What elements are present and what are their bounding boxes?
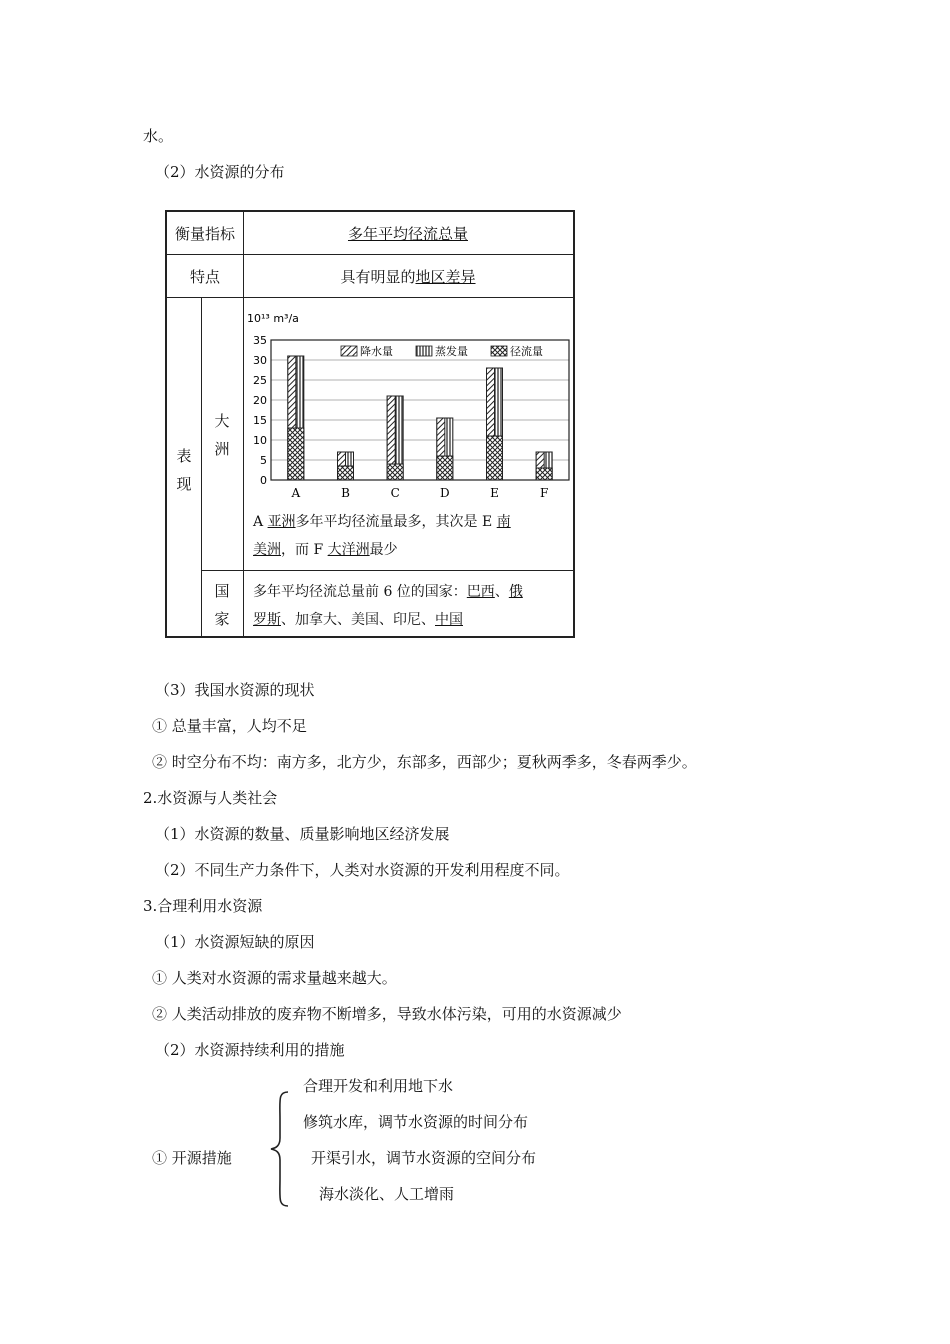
section-heading: 2.水资源与人类社会 [143, 789, 278, 807]
text-line: ② 时空分布不均：南方多，北方少，东部多，西部少；夏秋两季多，冬春两季少。 [152, 753, 697, 771]
note-text: 多年平均径流量最多，其次是 E [295, 514, 497, 530]
water-distribution-table [165, 210, 575, 638]
row2-value-underlined: 地区差异 [415, 268, 476, 286]
legend-swatch [416, 346, 432, 356]
continent-note [253, 508, 511, 564]
legend-swatch [341, 346, 357, 356]
y-unit-label: 10¹³ m³/a [247, 312, 299, 325]
measure-item: 修筑水库，调节水资源的时间分布 [303, 1113, 529, 1131]
section-heading: （3）我国水资源的现状 [155, 681, 315, 699]
legend-label: 降水量 [360, 345, 393, 358]
country-label-b: 家 [214, 610, 230, 628]
bar-runoff [387, 464, 403, 480]
note-underlined: 罗斯 [253, 612, 281, 628]
note-text: ，而 F [281, 542, 328, 558]
note-underlined: 大洋洲 [327, 542, 370, 558]
y-tick-label: 5 [260, 454, 267, 467]
continent-label-a: 大 [214, 412, 230, 430]
note-underlined: 美洲 [253, 542, 281, 558]
row3-label-b: 现 [176, 475, 192, 493]
text-line: （2）不同生产力条件下，人类对水资源的开发利用程度不同。 [155, 861, 570, 879]
y-tick-label: 15 [253, 414, 267, 427]
row2-value-pre: 具有明显的 [340, 268, 416, 286]
plot-frame [271, 340, 569, 480]
note-text: 、 [494, 584, 509, 600]
y-tick-label: 0 [260, 474, 267, 487]
x-tick-label: D [440, 486, 450, 500]
legend-swatch [491, 346, 507, 356]
x-tick-label: E [490, 486, 499, 500]
bar-runoff [338, 466, 354, 480]
curly-brace [268, 1090, 292, 1208]
note-text: 、加拿大、美国、印尼、 [281, 612, 435, 628]
note-underlined: 巴西 [466, 584, 495, 600]
bar-runoff [437, 456, 453, 480]
row2-label: 特点 [189, 268, 220, 286]
text-line: （2）水资源持续利用的措施 [155, 1041, 345, 1059]
section-heading: （2）水资源的分布 [155, 163, 285, 181]
text-line: ② 人类活动排放的废弃物不断增多，导致水体污染，可用的水资源减少 [152, 1005, 622, 1023]
text-line: （1）水资源短缺的原因 [155, 933, 315, 951]
y-tick-label: 25 [253, 374, 267, 387]
row3-label-a: 表 [176, 447, 192, 465]
measures-label: ① 开源措施 [152, 1149, 232, 1167]
legend-label: 蒸发量 [435, 345, 468, 358]
text-line: ① 人类对水资源的需求量越来越大。 [152, 969, 397, 987]
country-label-a: 国 [214, 582, 230, 600]
y-tick-label: 30 [253, 354, 267, 367]
bar-runoff [487, 436, 503, 480]
text-line: （1）水资源的数量、质量影响地区经济发展 [155, 825, 450, 843]
row1-value: 多年平均径流总量 [347, 225, 468, 243]
x-tick-label: C [390, 486, 400, 500]
note-underlined: 南 [496, 514, 511, 530]
country-note [253, 578, 523, 634]
row2-value [243, 267, 573, 287]
continent-label-b: 洲 [214, 440, 230, 458]
y-tick-label: 20 [253, 394, 267, 407]
row1-label: 衡量指标 [174, 225, 235, 243]
y-tick-label: 35 [253, 334, 267, 347]
text-line: 水。 [143, 127, 174, 145]
note-text: 多年平均径流总量前 6 位的国家： [253, 584, 467, 600]
x-tick-label: A [291, 486, 301, 500]
note-text: 最少 [369, 542, 398, 558]
note-underlined: 亚洲 [267, 514, 296, 530]
x-tick-label: B [341, 486, 350, 500]
y-tick-label: 10 [253, 434, 267, 447]
note-underlined: 俄 [508, 584, 523, 600]
bar-runoff [288, 428, 304, 480]
section-heading: 3.合理利用水资源 [143, 897, 263, 915]
legend-label: 径流量 [510, 345, 543, 358]
note-text: A [253, 514, 268, 530]
runoff-chart [245, 310, 571, 502]
note-underlined: 中国 [435, 612, 463, 628]
measure-item: 开渠引水，调节水资源的空间分布 [311, 1149, 537, 1167]
measure-item: 海水淡化、人工增雨 [319, 1185, 455, 1203]
x-tick-label: F [540, 486, 549, 500]
bar-runoff [536, 468, 552, 480]
measure-item: 合理开发和利用地下水 [303, 1077, 454, 1095]
text-line: ① 总量丰富，人均不足 [152, 717, 307, 735]
